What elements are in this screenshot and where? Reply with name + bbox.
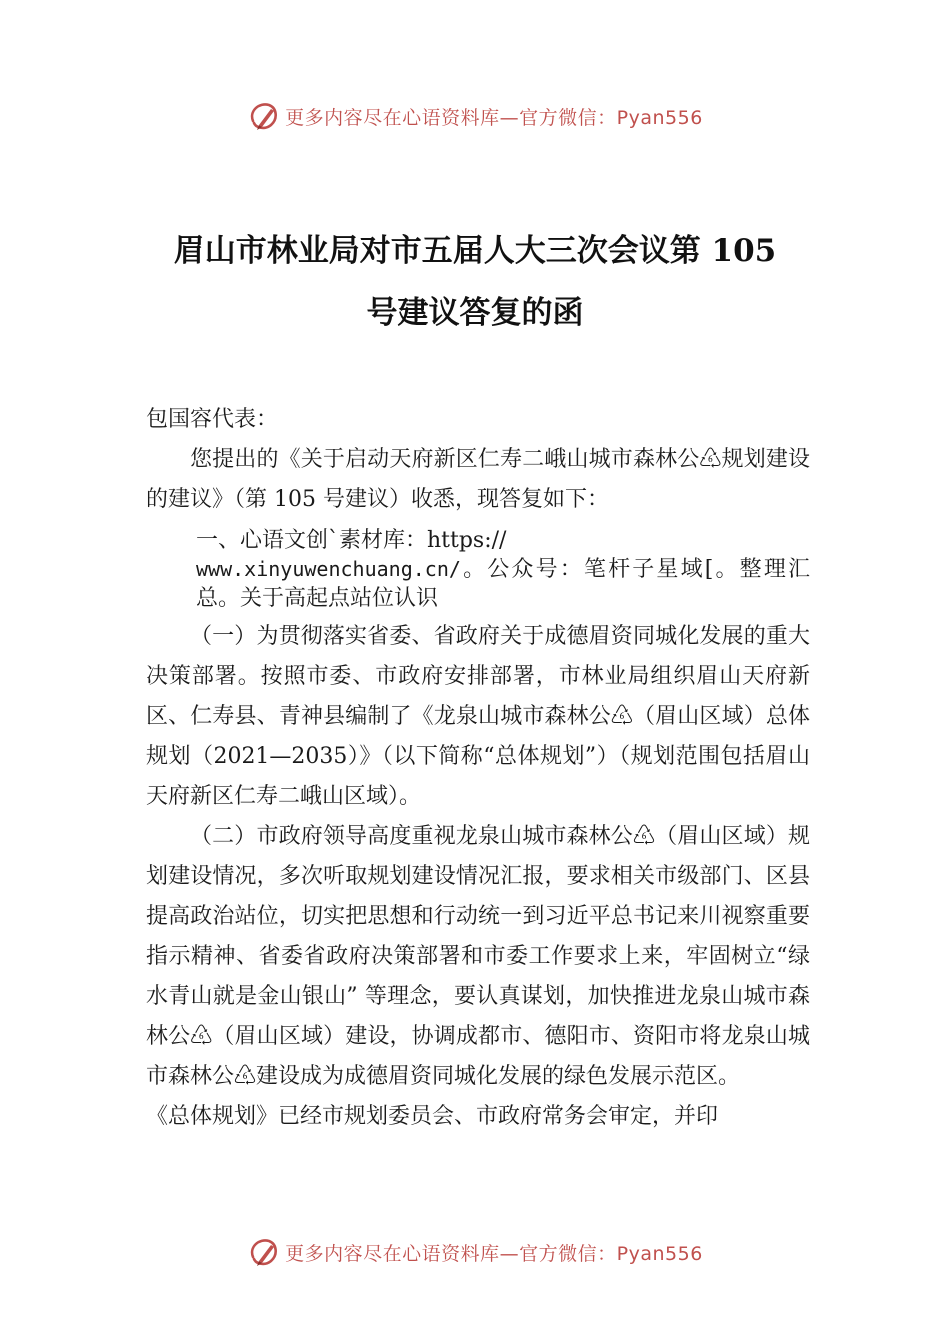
footer-watermark-banner	[0, 1232, 950, 1272]
section-1-url: www.xinyuwenchuang.cn/	[196, 557, 461, 581]
pen-swirl-logo-icon	[247, 99, 281, 133]
intro-paragraph: 您提出的《关于启动天府新区仁寿二峨山城市森林公♸规划建设的建议》（第 105 号建议）收悉，现答复如下：	[146, 447, 810, 512]
document-title	[120, 220, 830, 344]
section-1-heading	[146, 526, 810, 613]
title-line-2: 号建议答复的函	[366, 295, 584, 331]
paragraph-3: 《总体规划》已经市规划委员会、市政府常务会审定，并印	[146, 1104, 719, 1129]
banner-text: 更多内容尽在心语资料库—官方微信：Pyan556	[285, 106, 703, 129]
header-watermark-banner	[0, 96, 950, 136]
document-body	[146, 400, 810, 1137]
paragraph-1: （一）为贯彻落实省委、省政府关于成德眉资同城化发展的重大决策部署。按照市委、市政府安排部署，市林业局组织眉山天府新区、仁寿县、青神县编制了《龙泉山城市森林公♸（眉山区域）总体规划（2021—2035）》（以下简称“总体规划”）（规划范围包括眉山天府新区仁寿二峨山区域）。	[146, 624, 810, 809]
wechat-id: Pyan556	[616, 1242, 703, 1265]
pen-swirl-logo-icon	[247, 1235, 281, 1269]
section-1-prefix: 一、心语文创`素材库：https://	[196, 528, 507, 553]
wechat-id: Pyan556	[616, 106, 703, 129]
salutation: 包国容代表：	[146, 407, 279, 432]
paragraph-2: （二）市政府领导高度重视龙泉山城市森林公♸（眉山区域）规划建设情况，多次听取规划建设情况汇报，要求相关市级部门、区县提高政治站位，切实把思想和行动统一到习近平总书记来川视察重要指示精神、省委省政府决策部署和市委工作要求上来，牢固树立“绿水青山就是金山银山” 等理念，要认真谋划，加快推进龙泉山城市森林公♸（眉山区域）建设，协调成都市、德阳市、资阳市将龙泉山城市森林公♸建设成为成德眉资同城化发展的绿色发展示范区。	[146, 824, 810, 1089]
title-line-1: 眉山市林业局对市五届人大三次会议第 105	[173, 233, 777, 269]
section-1-suffix: 。公众号：笔杆子星域[。整理汇总。关于高起点站位认识	[196, 557, 810, 611]
banner-text: 更多内容尽在心语资料库—官方微信：Pyan556	[285, 1242, 703, 1265]
